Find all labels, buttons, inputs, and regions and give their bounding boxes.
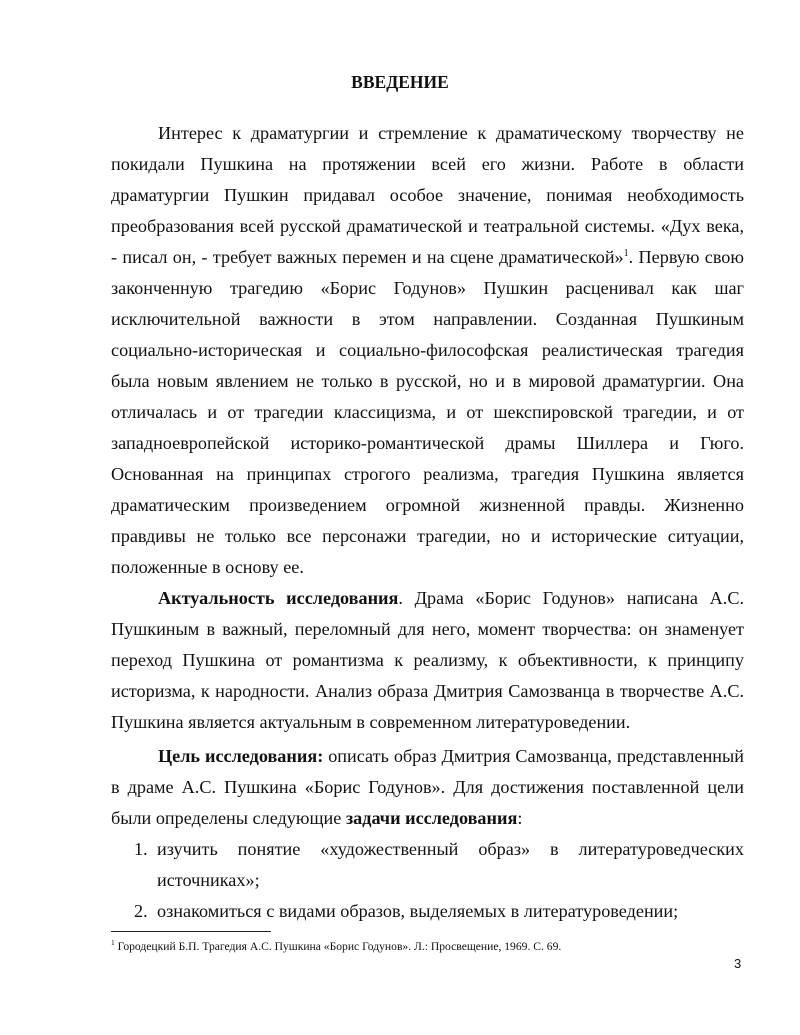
footnote-separator [111,931,271,932]
tasks-list [111,834,744,927]
goal-paragraph [111,741,744,834]
list-item-number: 2. [134,901,148,921]
relevance-text: . Драма «Борис Годунов» написана А.С. Пушкиным в важный, переломный для него, момент творчества: он знаменует переход Пушкина от романтизма к реализму, к объективности, к принципу историзма, к народности. Анализ образа Дмитрия Самозванца в творчестве А.С. Пушкина является актуальным в современном литературоведении. [111,588,744,732]
tasks-colon: : [517,808,523,828]
intro-text-part1: Интерес к драматургии и стремление к драматическому творчеству не покидали Пушкина на протяжении всей его жизни. Работе в области драматургии Пушкин придавал особое значение, понимая необходимость преобразования всей русской драматической и театральной системы. «Дух века, - писал он, - требует важных перемен и на сцене драматической» [111,123,744,267]
goal-text: описать образ Дмитрия Самозванца, представленный в драме А.С. Пушкина «Борис Годунов». Для достижения поставленной цели были определены следующие [111,746,744,828]
list-item [134,834,744,896]
tasks-heading: задачи исследования [345,808,518,828]
relevance-paragraph [111,583,744,738]
list-item-text: изучить понятие «художественный образ» в литературоведческих источниках»; [157,839,744,890]
list-item-text: ознакомиться с видами образов, выделяемых в литературоведении; [157,901,679,921]
page-title: ВВЕДЕНИЕ [351,72,449,92]
goal-heading: Цель исследования: [158,746,324,766]
relevance-heading: Актуальность исследования [158,588,399,608]
body-text [111,118,744,927]
intro-text-part2: . Первую свою законченную трагедию «Борис Годунов» Пушкин расценивал как шаг исключительной важности в этом направлении. Созданная Пушкиным социально-историческая и социально-философская реалистическая трагедия была новым явлением не только в русской, но и в мировой драматургии. Она отличалась и от трагедии классицизма, и от шекспировской трагедии, и от западноевропейской историко-романтической драмы Шиллера и Гюго. Основанная на принципах строгого реализма, трагедия Пушкина является драматическим произведением огромной жизненной правды. Жизненно правдивы не только все персонажи трагедии, но и исторические ситуации, положенные в основу ее. [111,247,744,577]
intro-paragraph [111,118,744,583]
footnote-reference[interactable]: 1 [623,247,629,259]
page-number: 3 [734,956,742,971]
list-item-number: 1. [134,839,148,859]
footnote [111,936,744,954]
list-item [134,896,744,927]
footnote-marker: 1 [111,938,115,947]
footnote-text: Городецкий Б.П. Трагедия А.С. Пушкина «Борис Годунов». Л.: Просвещение, 1969. С. 69. [114,939,562,953]
